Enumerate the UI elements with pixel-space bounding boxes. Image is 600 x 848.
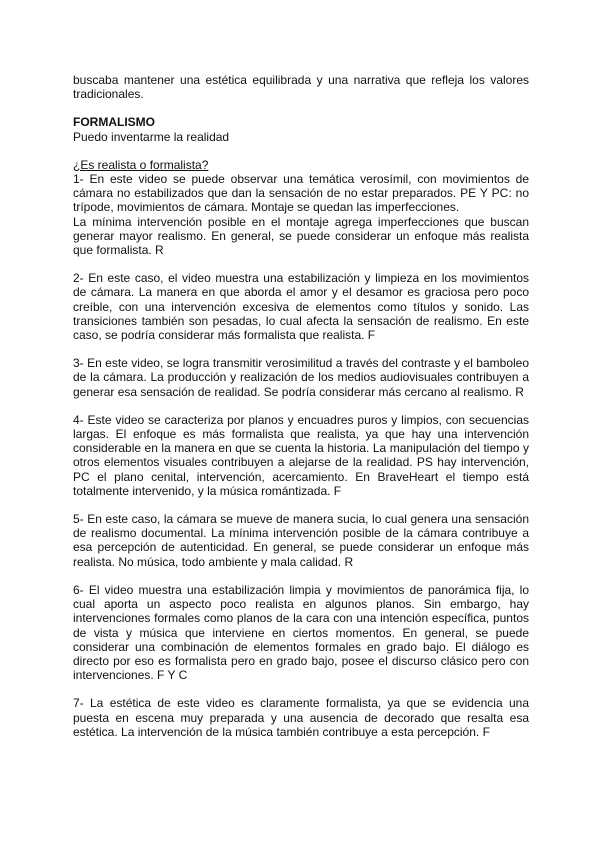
spacer <box>73 101 529 115</box>
item-2-paragraph: 2- En este caso, el video muestra una estabilización y limpieza en los movimientos de cámara. La manera en que aborda el amor y el desamor es graciosa pero poco creíble, con una intervención excesiva de elementos como títulos y sonido. Las transiciones también son pesadas, lo cual afecta la sensación de realismo. En este caso, se podría considerar más formalista que realista. F <box>73 271 529 343</box>
item-6-paragraph: 6- El video muestra una estabilización limpia y movimientos de panorámica fija, lo cual aporta un aspecto poco realista en algunos planos. Sin embargo, hay intervenciones formales como planos de la cara con una intención específica, puntos de vista y música que interviene en ciertos momentos. En general, se puede considerar una combinación de elementos formales en grado bajo. El diálogo es directo por eso es formalista pero en grado bajo, posee el discurso clásico pero con intervenciones. F Y C <box>73 582 529 683</box>
document-page <box>73 73 529 739</box>
spacer <box>73 569 529 583</box>
section-heading: FORMALISMO <box>73 115 155 130</box>
item-7-paragraph: 7- La estética de este video es claramente formalista, ya que se evidencia una puesta en escena muy preparada y una ausencia de decorado que resalta esa estética. La intervención de la música también contribuye a esta percepción. F <box>73 696 529 739</box>
spacer <box>73 342 529 356</box>
spacer <box>73 682 529 696</box>
item-4-paragraph: 4- Este video se caracteriza por planos y encuadres puros y limpios, con secuencias largas. El enfoque es más formalista que realista, ya que hay una intervención considerable en la manera en que se cuenta la historia. La manipulación del tiempo y otros elementos visuales contribuyen a alejarse de la realidad. PS hay intervención, PC el plano cenital, intervención, acercamiento. En BraveHeart el tiempo está totalmente intervenido, y la música romántizada. F <box>73 412 529 498</box>
spacer <box>73 144 529 158</box>
item-3-paragraph: 3- En este video, se logra transmitir verosimilitud a través del contraste y el bamboleo de la cámara. La producción y realización de los medios audiovisuales contribuyen a generar esa sensación de realidad. Se podría considerar más cercano al realismo. R <box>73 356 529 399</box>
spacer <box>73 257 529 271</box>
item-5-paragraph: 5- En este caso, la cámara se mueve de manera sucia, lo cual genera una sensación de realismo documental. La mínima intervención posible de la cámara contribuye a esa percepción de autenticidad. En general, se puede considerar un enfoque más realista. No música, todo ambiente y mala calidad. R <box>73 512 529 569</box>
item-1-paragraph: 1- En este video se puede observar una temática verosímil, con movimientos de cámara no estabilizados que dan la sensación de no estar preparados. PE Y PC: no trípode, movimientos de cámara. Montaje se quedan las imperfecciones. <box>73 172 529 215</box>
question-heading: ¿Es realista o formalista? <box>73 157 209 172</box>
item-1-paragraph-2: La mínima intervención posible en el montaje agrega imperfecciones que buscan generar mayor realismo. En general, se puede considerar un enfoque más realista que formalista. R <box>73 214 529 258</box>
spacer <box>73 399 529 413</box>
section-subtitle: Puedo inventarme la realidad <box>73 129 230 144</box>
intro-paragraph: buscaba mantener una estética equilibrada y una narrativa que refleja los valores tradicionales. <box>73 73 529 102</box>
spacer <box>73 498 529 512</box>
